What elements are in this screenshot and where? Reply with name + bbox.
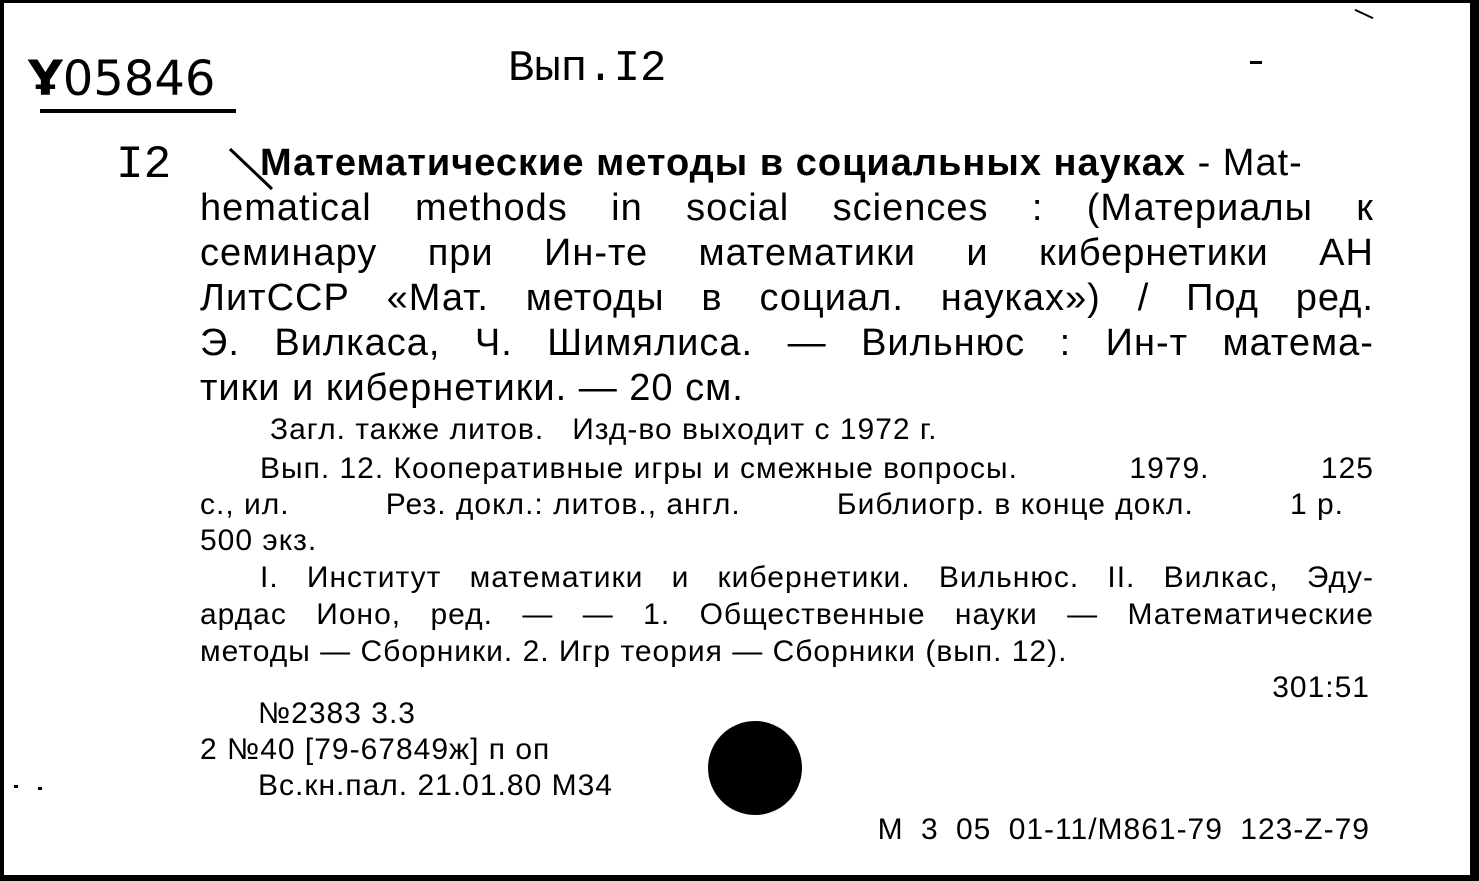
subjects-line-1: I. Институт математики и кибернетики. Вильнюс. II. Вилкас, Эду- xyxy=(260,561,1374,594)
desc-line-6: тики и кибернетики. — 20 см. xyxy=(200,367,744,409)
card-index: I2 xyxy=(116,139,172,191)
main-description xyxy=(200,141,1374,411)
desc-line-3: семинару при Ин-те математики и кибернетики АН xyxy=(200,232,1374,274)
desc-line-5: Э. Вилкаса, Ч. Шимялиса. — Вильнюс : Ин-т матема- xyxy=(200,322,1374,364)
call-number xyxy=(28,51,215,107)
desc-line-2: hematical methods in social sciences : (Материалы к xyxy=(200,187,1374,229)
title-bold: Математические методы в социальных науках xyxy=(260,142,1187,184)
issue-stamp: Вып.I2 xyxy=(508,44,667,94)
issue-line-3: 500 экз. xyxy=(200,524,318,557)
scan-speck xyxy=(38,787,42,790)
call-number-underline xyxy=(40,109,236,113)
issue-description xyxy=(200,451,1374,559)
scan-speck xyxy=(1250,61,1262,64)
signed-line: Вс.кн.пал. 21.01.80 М34 xyxy=(258,769,613,802)
catalog-card xyxy=(4,3,1470,875)
title-line xyxy=(200,141,1374,186)
issue-line-2: с., ил. Рез. докл.: литов., англ. Библиогр. в конце докл. 1 р. xyxy=(200,488,1344,521)
note-line: Загл. также литов. Изд-во выходит с 1972 г. xyxy=(270,413,938,446)
udc-code: 301:51 xyxy=(1272,671,1370,704)
print-line: 2 №40 [79-67849ж] п оп xyxy=(200,733,551,766)
subject-headings xyxy=(200,559,1374,670)
call-number-prefix: Ұ xyxy=(28,51,63,107)
punch-hole xyxy=(708,721,802,815)
subjects-line-3: методы — Сборники. 2. Игр теория — Сборники (вып. 12). xyxy=(200,635,1068,668)
desc-line-4: ЛитССР «Мат. методы в социал. науках») / Под ред. xyxy=(200,277,1374,319)
call-number-value: 05846 xyxy=(62,51,216,107)
title-continued: - Mat- xyxy=(1197,142,1303,184)
subjects-line-2: ардас Ионо, ред. — — 1. Общественные науки — Математические xyxy=(200,598,1374,631)
order-number: №2383 3.3 xyxy=(258,697,416,730)
issue-line-1: Вып. 12. Кооперативные игры и смежные вопросы. 1979. 125 xyxy=(260,452,1374,485)
scan-speck xyxy=(14,785,18,788)
scan-speck xyxy=(1355,9,1374,19)
footer-code: М 3 05 01-11/М861-79 123-Z-79 xyxy=(877,813,1370,846)
